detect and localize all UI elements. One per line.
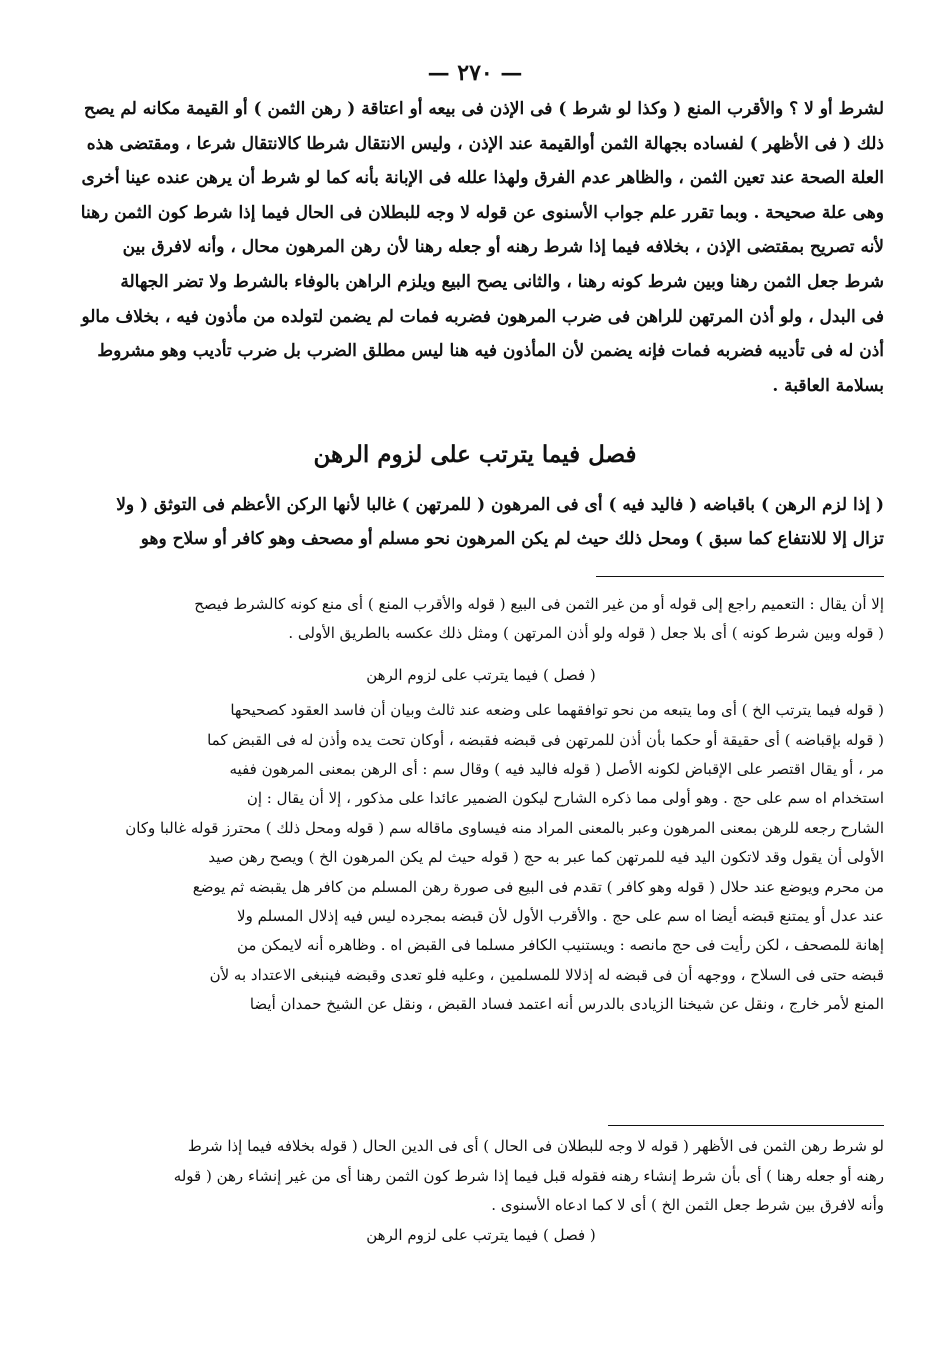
commentary-line: استخدام اه سم على حج . وهو أولى مما ذكره الشارح ليكون الضمير عائدا على مذكور ، إلا أن يقال : إن [246,789,884,808]
fasl-text-block [78,488,884,556]
commentary-heading: ( فصل ) فيما يترتب على لزوم الرهن [366,665,596,684]
commentary-line: الشارح رجعه للرهن بمعنى المرهون وعبر بالمعنى المراد منه فيساوى ماقاله سم ( قوله ومحل ذلك ) محترز قوله غالبا وكان [125,818,884,837]
page-number: — ٢٧٠ — [427,60,523,86]
footnote-divider [608,1125,884,1126]
main-text-line: لشرط أو لا ؟ والأقرب المنع ( وكذا لو شرط ) فى الإذن فى بيعه أو اعتاقة ( رهن الثمن ) أو القيمة مكانه لم يصح [83,99,884,119]
commentary-block [78,590,884,1020]
commentary-line: المنع لأمر خارج ، ونقل عن شيخنا الزيادى بالدرس أنه اعتمد فساد القبض ، ونقل عن الشيخ حمدان أيضا [249,995,884,1014]
commentary-line: ( قوله بإقباضه ) أى حقيقة أو حكما بأن أذن للمرتهن فى قبضه فقبضه ، أوكان تحت يده وأذن له فى القبض كما [207,730,884,749]
commentary-line: من محرم ويوضع عند حلال ( قوله وهو كافر ) تقدم فى البيع فى صورة رهن المسلم من كافر هل يقبضه ثم يوضع [192,877,884,896]
commentary-line: إلا أن يقال : التعميم راجع إلى قوله أو من غير الثمن فى البيع ( قوله والأقرب المنع ) أى منع كونه كالشرط فيصح [194,595,884,613]
footnote-block [78,1132,884,1250]
commentary-line: إهانة للمصحف ، لكن رأيت فى حج مانصه : ويستنيب الكافر مسلما فى القبض اه . وظاهره أنه لايمكن من [236,936,884,955]
section-heading: فصل فيما يترتب على لزوم الرهن [313,441,637,468]
fasl-text-line: تزال إلا للانتفاع كما سبق ) ومحل ذلك حيث لم يكن المرهون نحو مسلم أو مصحف وهو كافر أو سلاح وهو [140,529,884,549]
main-text-line: فى البدل ، ولو أذن المرتهن للراهن فى ضرب المرهون فضربه فمات لم يضمن لتولده من مأذون فيه ، بخلاف مالو [81,306,884,327]
footnote-line: وأنه لافرق بين شرط جعل الثمن الخ ) أى لا كما ادعاه الأسنوى . [491,1196,884,1215]
main-text-line: بسلامة العاقبة . [772,375,884,396]
main-text-line: العلة الصحة عند تعين الثمن ، والظاهر عدم الفرق ولهذا علله فى الإبانة بأنه كما لو شرط أن يرهن عنده عينا أخرى [81,168,884,189]
commentary-line: مر ، أو يقال اقتصر على الإقباض لكونه الأصل ( قوله فاليد فيه ) وقال سم : أى الرهن بمعنى المرهون ففيه [229,760,884,779]
main-text-block [78,92,884,403]
main-text-line: لأنه تصريح بمقتضى الإذن ، بخلافه فيما إذا شرط رهنه أو جعله رهنا لأن رهن المرهون محال ، وأنه لافرق بين [122,237,884,258]
commentary-line: ( قوله وبين شرط كونه ) أى بلا جعل ( قوله ولو أذن المرتهن ) ومثل ذلك عكسه بالطريق الأولى . [288,624,884,643]
fasl-text-line: ( إذا لزم الرهن ) باقباضه ( فاليد فيه ) أى فى المرهون ( للمرتهن ) غالبا لأنها الركن الأعظم فى التوثق ( ولا [116,495,884,515]
main-text-line: أذن له فى تأديبه فضربه فمات فإنه يضمن لأن المأذون فيه هنا ليس مطلق الضرب بل ضرب تأديب وهو مشروط [97,341,884,362]
footnote-heading: ( فصل ) فيما يترتب على لزوم الرهن [366,1225,596,1244]
commentary-line: الأولى أن يقول وقد لاتكون اليد فيه للمرتهن كما عبر به حج ( قوله حيث لم يكن المرهون الخ ) ويصح رهن صيد [208,848,884,867]
main-text-line: شرط جعل الثمن رهنا وبين شرط كونه رهنا ، والثانى يصح البيع ويلزم الراهن بالوفاء بالشرط ولا تضر الجهالة [120,271,884,292]
footnote-line: لو شرط رهن الثمن فى الأظهر ( قوله لا وجه للبطلان فى الحال ) أى فى الدين الحال ( قوله بخلافه فيما إذا شرط [187,1137,884,1155]
footnote-line: رهنه أو جعله رهنا ) أى بأن شرط إنشاء رهنه فقوله قبل فيما إذا شرط كون الثمن رهنا أى من غير إنشاء رهن ( قوله [173,1166,884,1185]
commentary-line: عند عدل أو يمتنع قبضه أيضا اه سم على حج . والأقرب الأول لأن قبضه بمجرده ليس فيه إذلال المسلم ولا [237,907,884,926]
main-text-line: ذلك ( فى الأظهر ) لفساده بجهالة الثمن أوالقيمة عند الإذن ، وليس الانتقال شرطا كالانتقال شرعا ، ومقتضى هذه [86,133,884,154]
commentary-line: قبضه حتى فى السلاح ، ووجهه أن فى قبضه له إذلالا للمسلمين ، وعليه فلو تعدى وقبضه فينبغى الاعتداد به لأن [209,965,884,984]
main-text-line: وهى علة صحيحة . وبما تقرر علم جواب الأسنوى عن قوله لا وجه للبطلان فى الحال فيما إذا شرط كون الثمن رهنا [80,202,884,223]
footnote-divider [596,576,884,577]
commentary-line: ( قوله فيما يترتب الخ ) أى وما يتبعه من نحو توافقهما على وضعه عند ثالث وبيان أن فاسد العقود كصحيحها [230,701,884,720]
